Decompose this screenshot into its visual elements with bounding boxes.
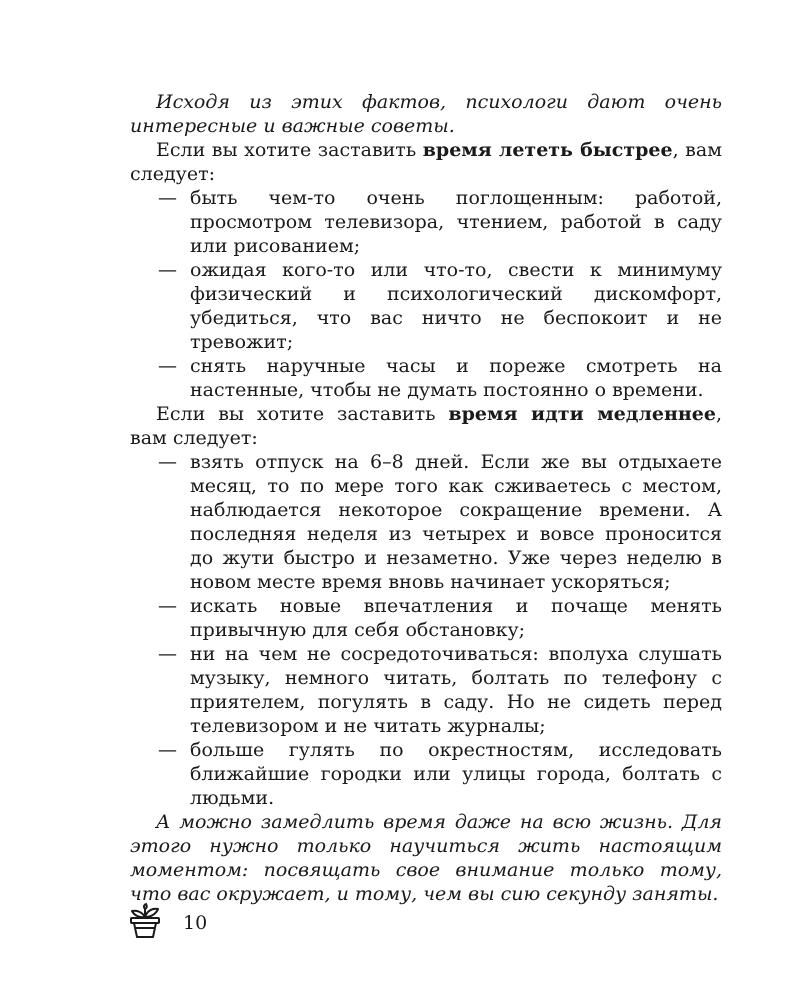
list-item-text: искать новые впечатления и почаще менять привычную для себя обстановку; xyxy=(190,595,722,641)
dash-marker: — xyxy=(158,739,177,761)
list-item xyxy=(130,354,722,402)
list-item-text: снять наручные часы и пореже смотреть на настенные, чтобы не думать постоянно о времени. xyxy=(190,355,722,401)
list-item-text: ожидая кого-то или что-то, свести к минимуму физический и психологический дискомфорт, убедиться, что вас ничто не беспокоит и не тревожит; xyxy=(190,259,722,353)
dash-marker: — xyxy=(158,595,177,617)
list-item-text: взять отпуск на 6–8 дней. Если же вы отдыхаете месяц, то по мере того как сживаетесь с местом, наблюдается некоторое сокращение времени. А последняя неделя из четырех и вовсе проносится до жути быстро и незаметно. Уже через неделю в новом месте время вновь начинает ускоряться; xyxy=(190,451,722,593)
list-item xyxy=(130,186,722,258)
faster-lead-tail: , вам следует: xyxy=(130,139,722,185)
faster-lead-bold: время лететь быстрее xyxy=(422,139,673,161)
faster-lead-paragraph xyxy=(130,138,722,186)
list-item xyxy=(130,594,722,642)
list-item-text: быть чем-то очень поглощенным: работой, просмотром телевизора, чтением, работой в саду или рисованием; xyxy=(190,187,722,257)
list-item-text: ни на чем не сосредоточиваться: вполуха слушать музыку, немного читать, болтать по телефону с приятелем, погулять в саду. Но не сидеть перед телевизором и не читать журналы; xyxy=(190,643,722,737)
dash-marker: — xyxy=(158,451,177,473)
page-number: 10 xyxy=(183,912,208,934)
dash-marker: — xyxy=(158,187,177,209)
plant-pot-icon xyxy=(128,903,162,939)
dash-marker: — xyxy=(158,643,177,665)
dash-marker: — xyxy=(158,259,177,281)
slower-list xyxy=(130,450,722,810)
list-item xyxy=(130,258,722,354)
slower-lead-paragraph xyxy=(130,402,722,450)
slower-lead-bold: время идти медленнее xyxy=(448,403,716,425)
list-item xyxy=(130,738,722,810)
slower-lead-tail: , вам следует: xyxy=(130,403,722,449)
list-item xyxy=(130,450,722,594)
page-footer xyxy=(128,903,328,943)
page-body xyxy=(130,90,722,906)
slower-lead-text: Если вы хотите заставить xyxy=(156,403,449,425)
list-item-text: больше гулять по окрестностям, исследовать ближайшие городки или улицы города, болтать с людьми. xyxy=(190,739,722,809)
faster-list xyxy=(130,186,722,402)
intro-paragraph: Исходя из этих фактов, психологи дают очень интересные и важные советы. xyxy=(130,91,722,137)
closing-paragraph: А можно замедлить время даже на всю жизнь. Для этого нужно только научиться жить настоящим моментом: посвящать свое внимание только тому, что вас окружает, и тому, чем вы сию секунду заняты. xyxy=(130,811,722,905)
faster-lead-text: Если вы хотите заставить xyxy=(156,139,423,161)
list-item xyxy=(130,642,722,738)
dash-marker: — xyxy=(158,355,177,377)
